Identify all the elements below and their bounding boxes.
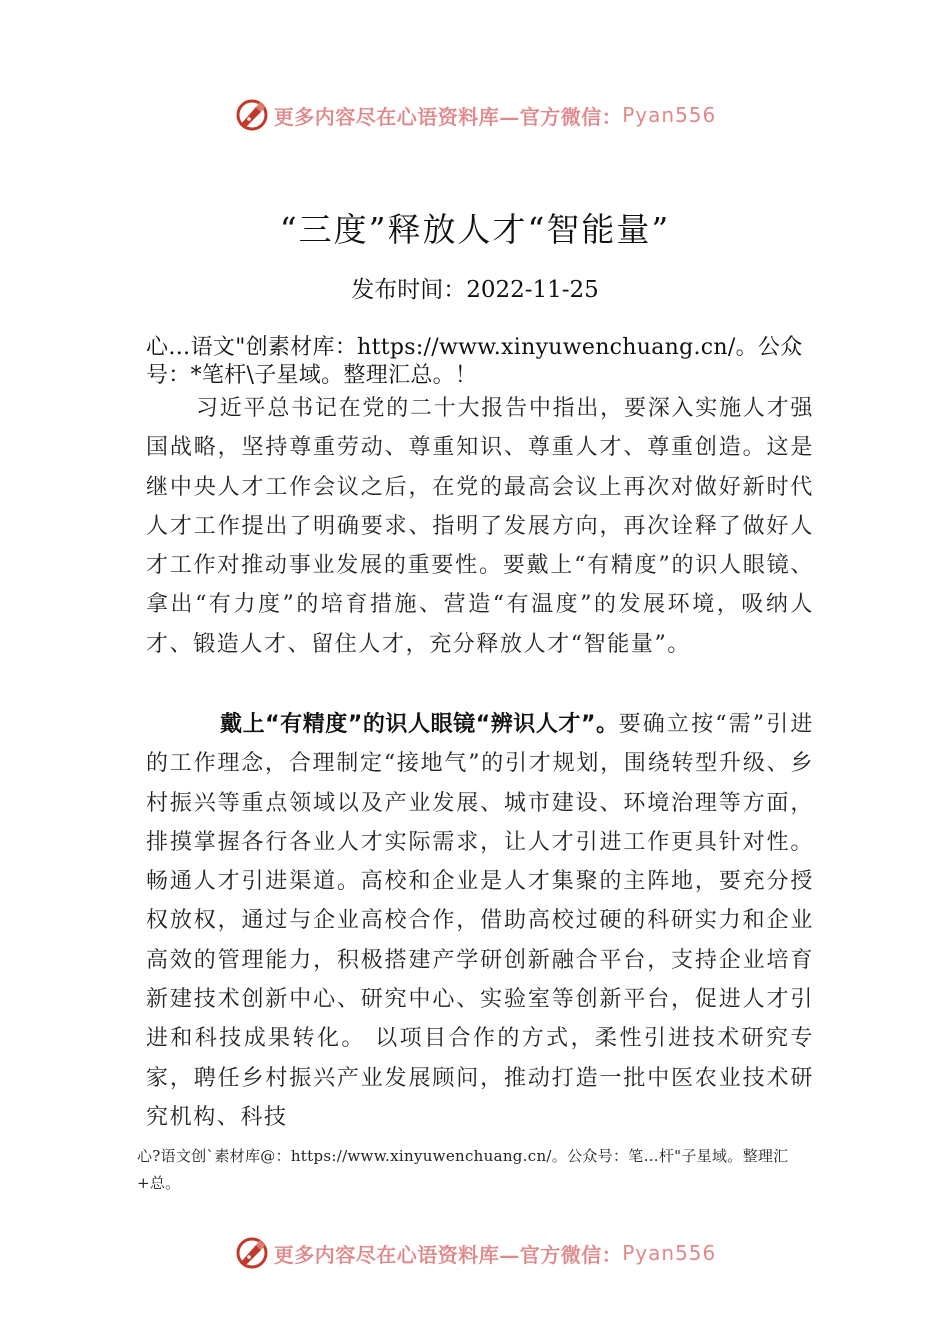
- pen-nib-logo-icon: [234, 1235, 270, 1271]
- banner-wechat-id: Pyan556: [622, 1241, 717, 1265]
- source-notice-bottom: 心?语文创`素材库@：https://www.xinyuwenchuang.cn/。公众号：笔…杆"子星域。整理汇+总。: [137, 1147, 789, 1192]
- banner-wechat-id: Pyan556: [622, 103, 717, 127]
- paragraph-2-lead: 戴上“有精度”的识人眼镜“辨识人才”。: [220, 712, 619, 737]
- article-paragraph-2: [146, 705, 814, 1137]
- pen-nib-logo-icon: [234, 97, 270, 133]
- header-banner: [0, 95, 950, 135]
- banner-text: 更多内容尽在心语资料库—官方微信：: [273, 1242, 623, 1267]
- banner-text: 更多内容尽在心语资料库—官方微信：: [273, 104, 623, 129]
- footer-banner: [0, 1233, 950, 1273]
- paragraph-2-body: 要确立按“需”引进的工作理念，合理制定“接地气”的引才规划，围绕转型升级、乡村振兴等重点领域以及产业发展、城市建设、环境治理等方面，排摸掌握各行各业人才实际需求，让人才引进工作更具针对性。畅通人才引进渠道。高校和企业是人才集聚的主阵地，要充分授权放权，通过与企业高校合作，借助高校过硬的科研实力和企业高效的管理能力，积极搭建产学研创新融合平台，支持企业培育新建技术创新中心、研究中心、实验室等创新平台，促进人才引进和科技成果转化。 以项目合作的方式，柔性引进技术研究专家，聘任乡村振兴产业发展顾问，推动打造一批中医农业技术研究机构、科技: [146, 712, 814, 1130]
- source-notice-top: 心…语文"创素材库：https://www.xinyuwenchuang.cn/。公众号：*笔杆\子星域。整理汇总。！: [146, 335, 803, 388]
- article-paragraph-1: 习近平总书记在党的二十大报告中指出，要深入实施人才强国战略，坚持尊重劳动、尊重知识、尊重人才、尊重创造。这是继中央人才工作会议之后，在党的最高会议上再次对做好新时代人才工作提出了明确要求、指明了发展方向，再次诠释了做好人才工作对推动事业发展的重要性。要戴上“有精度”的识人眼镜、拿出“有力度”的培育措施、营造“有温度”的发展环境，吸纳人才、锻造人才、留住人才，充分释放人才“智能量”。: [146, 396, 814, 657]
- publish-date: 发布时间：2022-11-25: [351, 277, 599, 303]
- article-title: “三度”释放人才“智能量”: [279, 210, 671, 249]
